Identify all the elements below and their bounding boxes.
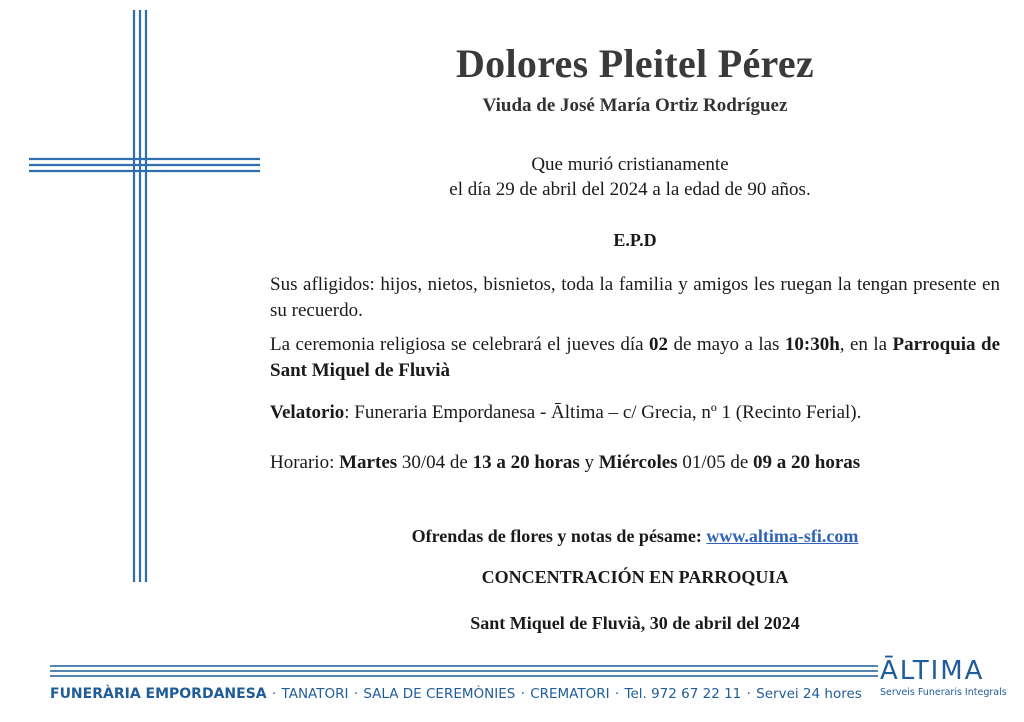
footer-phone: Tel. 972 67 22 11 (624, 686, 742, 702)
schedule-day2: Miércoles (598, 452, 678, 473)
ceremony-text-mid: de mayo a las (668, 334, 785, 355)
footer-item: SALA DE CEREMÒNIES (363, 686, 516, 702)
logo-name: ĀLTIMA (880, 656, 985, 686)
footer-item: CREMATORI (530, 686, 610, 702)
death-statement-line1: Que murió cristianamente (531, 154, 729, 175)
schedule-day1: Martes (339, 452, 398, 473)
deceased-name: Dolores Pleitel Pérez (456, 41, 814, 86)
schedule-label: Horario: (270, 452, 340, 473)
ceremony-text-pre: La ceremonia religiosa se celebrará el jueves día (270, 334, 649, 355)
dateline: Sant Miquel de Fluvià, 30 de abril del 2024 (470, 613, 800, 633)
widow-of-line: Viuda de José María Ortiz Rodríguez (482, 95, 788, 116)
schedule-paragraph (270, 450, 1000, 476)
logo-tagline: Serveis Funeraris Integrals (880, 687, 1007, 698)
footer-separator: · (614, 686, 620, 702)
wake-text: : Funeraria Empordanesa - Āltima – c/ Grecia, nº 1 (Recinto Ferial). (344, 402, 862, 423)
wake-paragraph (270, 400, 1000, 426)
schedule-date1: 30/04 de (397, 452, 473, 473)
ceremony-time: 10:30h (784, 334, 840, 355)
ceremony-place: Parroquia de Sant Miquel de Fluvià (270, 334, 1000, 381)
death-statement-line2: el día 29 de abril del 2024 a la edad de 90 años. (449, 179, 811, 200)
concentration-line: CONCENTRACIÓN EN PARROQUIA (481, 567, 789, 587)
footer-bar (50, 686, 890, 702)
schedule-and: y (579, 452, 599, 473)
footer-brand: FUNERÀRIA EMPORDANESA (50, 686, 267, 702)
altima-logo (880, 656, 1010, 698)
offerings-line (300, 526, 970, 547)
schedule-hours1: 13 a 20 horas (472, 452, 580, 473)
wake-label: Velatorio (270, 402, 345, 423)
footer-divider (50, 664, 878, 678)
footer-separator: · (271, 686, 277, 702)
epd-label: E.P.D (613, 230, 657, 250)
schedule-date2: 01/05 de (677, 452, 754, 473)
cross-icon (0, 0, 300, 600)
death-statement (360, 152, 900, 202)
ceremony-paragraph (270, 332, 1000, 384)
ceremony-text-post: , en la (839, 334, 893, 355)
offerings-link[interactable]: www.altima-sfi.com (706, 526, 859, 546)
footer-item: TANATORI (281, 686, 349, 702)
schedule-hours2: 09 a 20 horas (753, 452, 861, 473)
footer-item: Servei 24 hores (756, 686, 862, 702)
footer-separator: · (520, 686, 525, 702)
ceremony-day: 02 (649, 334, 668, 355)
footer-separator: · (746, 686, 751, 702)
family-paragraph: Sus afligidos: hijos, nietos, bisnietos, toda la familia y amigos les ruegan la tengan presente en su recuerdo. (270, 274, 1000, 321)
footer-separator: · (353, 686, 359, 702)
offerings-label: Ofrendas de flores y notas de pésame: (411, 526, 707, 546)
